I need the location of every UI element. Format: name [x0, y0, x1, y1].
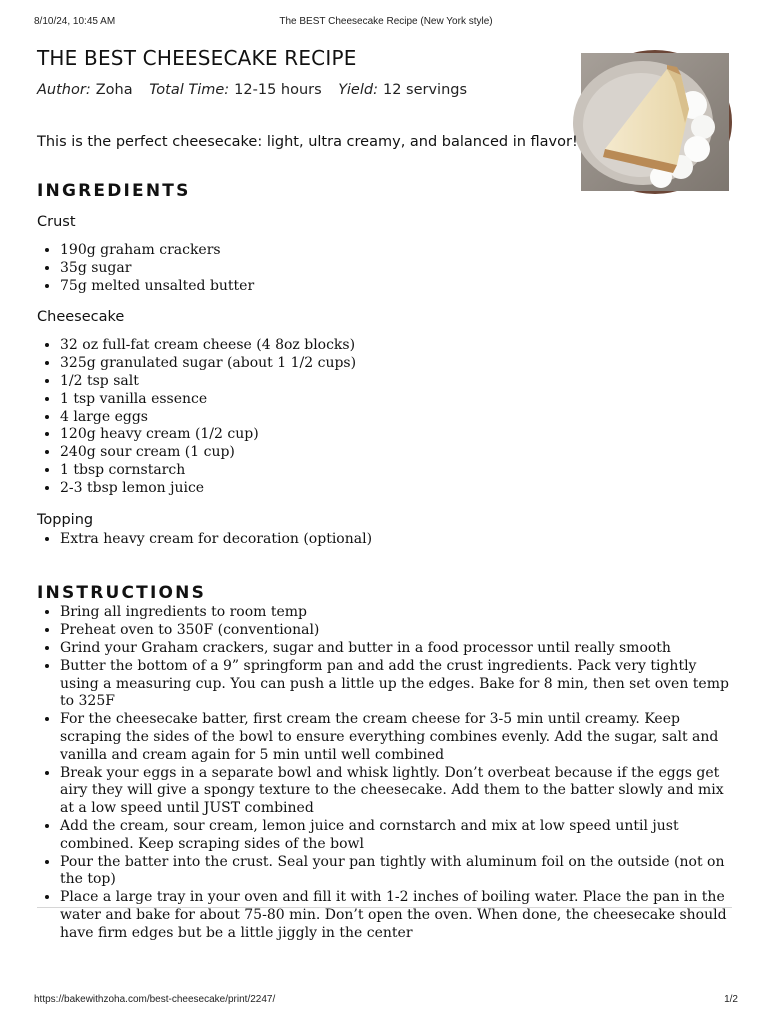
ingredient-group-topping: Topping	[37, 511, 94, 528]
list-item: • Extra heavy cream for decoration (optional)	[60, 531, 737, 549]
print-footer	[34, 994, 738, 1008]
ingredient-group-crust: Crust	[37, 214, 76, 230]
yield-label: Yield:	[338, 82, 378, 98]
instruction-step: • Add the cream, sour cream, lemon juice and cornstarch and mix at low speed until just combined. Keep scraping sides of the bowl	[60, 818, 737, 854]
instruction-step: • Pour the batter into the crust. Seal your pan tightly with aluminum foil on the outside (not on the top)	[60, 854, 737, 890]
ingredient-group-cheesecake: Cheesecake	[37, 309, 125, 326]
crust-ingredient-list	[37, 242, 737, 295]
list-item: • 325g granulated sugar (about 1 1/2 cups)	[60, 355, 737, 373]
page-number: 1/2	[724, 994, 738, 1005]
list-item: • 1 tsp vanilla essence	[60, 391, 737, 409]
instruction-step: • Break your eggs in a separate bowl and whisk lightly. Don’t overbeat because if the eggs get airy they will give a spongy texture to the cheesecake. Add them to the batter slowly and mix at a low speed until JUST combined	[60, 765, 737, 818]
print-date: 8/10/24, 10:45 AM	[34, 16, 116, 27]
recipe-meta	[37, 80, 737, 100]
topping-ingredient-list	[37, 531, 737, 549]
yield-value: 12 servings	[382, 82, 468, 98]
list-item: • 4 large eggs	[60, 409, 737, 427]
recipe-summary: This is the perfect cheesecake: light, ultra creamy, and balanced in flavor!	[37, 134, 578, 150]
list-item: • 120g heavy cream (1/2 cup)	[60, 426, 737, 444]
instruction-step: • Preheat oven to 350F (conventional)	[60, 622, 737, 640]
ingredients-heading: INGREDIENTS	[37, 181, 191, 201]
cheesecake-ingredient-list	[37, 337, 737, 497]
print-header	[34, 16, 738, 30]
list-item: • 240g sour cream (1 cup)	[60, 444, 737, 462]
recipe-card	[37, 44, 737, 941]
list-item: • 1 tbsp cornstarch	[60, 462, 737, 480]
instruction-step: • Grind your Graham crackers, sugar and butter in a food processor until really smooth	[60, 640, 737, 658]
list-item: • 190g graham crackers	[60, 242, 737, 260]
print-url-link[interactable]: https://bakewithzoha.com/best-cheesecake/print/2247/	[34, 994, 276, 1005]
total-time-value: 12-15 hours	[234, 82, 322, 98]
total-time-label: Total Time:	[149, 82, 230, 98]
recipe-title: THE BEST CHEESECAKE RECIPE	[37, 46, 357, 70]
page-cut-divider	[37, 907, 732, 908]
author-value: Zoha	[95, 82, 133, 98]
list-item: • 1/2 tsp salt	[60, 373, 737, 391]
instruction-list	[37, 604, 737, 942]
list-item: • 32 oz full-fat cream cheese (4 8oz blocks)	[60, 337, 737, 355]
author-label: Author:	[37, 82, 91, 98]
instruction-step: • For the cheesecake batter, first cream the cream cheese for 3-5 min until creamy. Keep scraping the sides of the bowl to ensure everything combines evenly. Add the sugar, salt and vanilla and cream again for 5 min until well combined	[60, 711, 737, 764]
instruction-step: • Bring all ingredients to room temp	[60, 604, 737, 622]
list-item: • 2-3 tbsp lemon juice	[60, 480, 737, 498]
instruction-step: • Place a large tray in your oven and fill it with 1-2 inches of boiling water. Place the pan in the water and bake for about 75-80 min. Don’t open the oven. When done, the cheesecake should have firm edges but be a little jiggly in the center	[60, 889, 737, 942]
print-document-title: The BEST Cheesecake Recipe (New York style)	[279, 16, 493, 27]
instructions-heading: INSTRUCTIONS	[37, 583, 207, 604]
instruction-step: • Butter the bottom of a 9” springform pan and add the crust ingredients. Pack very tightly using a measuring cup. You can push a little up the edges. Bake for 8 min, then set oven temp to 325F	[60, 658, 737, 711]
list-item: • 75g melted unsalted butter	[60, 278, 737, 296]
list-item: • 35g sugar	[60, 260, 737, 278]
